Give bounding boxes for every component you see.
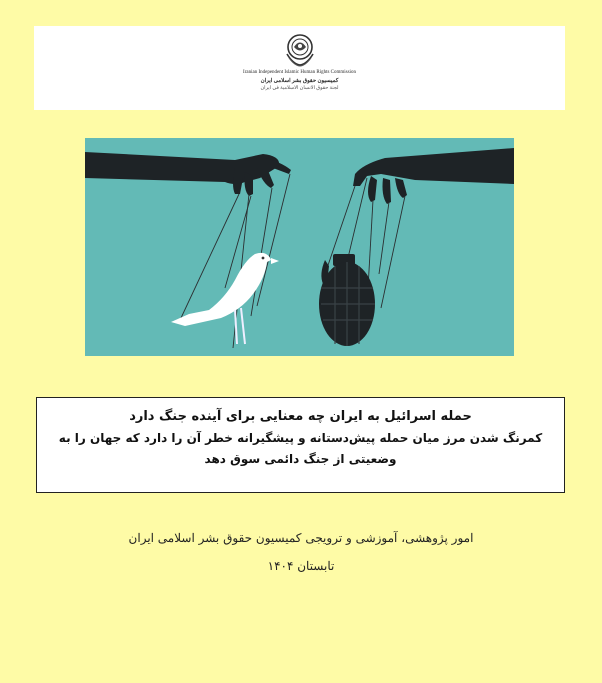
left-puppeteer-hand-icon: [85, 152, 291, 196]
org-name-english: Iranian Independent Islamic Human Rights Commission: [243, 70, 356, 75]
org-name-persian: کمیسیون حقوق بشر اسلامی ایران: [260, 78, 339, 84]
publication-date: تابستان ۱۴۰۴: [267, 559, 335, 573]
report-title-box: [36, 397, 565, 493]
publisher-department: امور پژوهشی، آموزشی و ترویجی کمیسیون حقوق بشر اسلامی ایران: [128, 531, 474, 545]
dove-icon: [171, 253, 279, 344]
organization-logo: [235, 32, 365, 93]
right-puppeteer-hand-icon: [353, 148, 514, 204]
puppet-illustration: [85, 138, 514, 356]
commission-emblem-icon: [283, 32, 317, 68]
report-subtitle: کمرنگ شدن مرز میان حمله پیش‌دستانه و پیشگیرانه خطر آن را دارد که جهان را به وضعیتی از جنگ دائمی سوق دهد: [58, 431, 543, 466]
grenade-icon: [319, 254, 375, 346]
header-logo-box: [34, 26, 565, 110]
org-name-arabic: لجنة حقوق الانسان الاسلامية في ايران: [260, 86, 339, 91]
report-title: حمله اسرائیل به ایران چه معنایی برای آینده جنگ دارد: [129, 409, 472, 424]
